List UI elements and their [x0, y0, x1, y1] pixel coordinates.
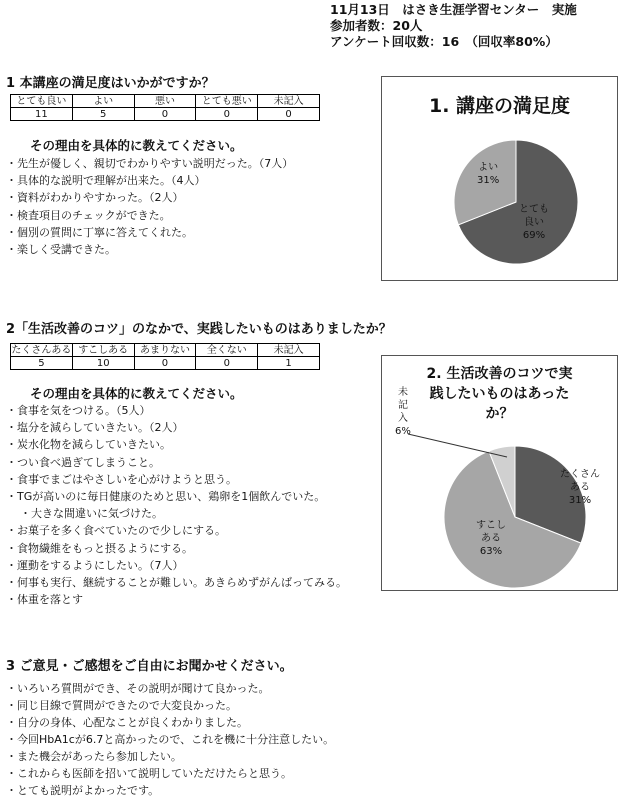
list-item: ・ これからも医師を招いて説明していただけたらと思う。 — [6, 765, 334, 782]
list-item: ・ とても説明がよかったです。 — [6, 782, 334, 799]
chart2-label-takusan — [560, 468, 600, 507]
chart1-label-yoi — [477, 161, 499, 187]
q2-value-row — [11, 357, 320, 370]
list-item: ・ 塩分を減らしていきたい。（2人） — [6, 419, 347, 436]
q1-value-cell: 5 — [72, 108, 134, 121]
list-item: ・ TGが高いのに毎日健康のためと思い、鶏卵を1個飲んでいた。 — [6, 488, 347, 505]
chart2-label-line: 6% — [395, 426, 411, 437]
chart2-label-line: 63% — [479, 546, 503, 557]
list-item-continuation — [6, 505, 347, 522]
chart2-label-line: 31% — [568, 495, 592, 506]
chart2-label-line: 入 — [397, 413, 408, 424]
q2-value-cell: 5 — [11, 357, 73, 370]
chart2-leader-line — [408, 434, 507, 457]
list-item: ・ また機会があったら参加したい。 — [6, 748, 334, 765]
list-item: ・ 資料がわかりやすかった。（2人） — [6, 189, 293, 206]
q2-header-cell: 未記入 — [258, 344, 320, 357]
q2-title: 2「生活改善のコツ」のなかで、実践したいものはありましたか？ — [6, 322, 392, 337]
chart2-label-line: たくさん — [560, 469, 600, 480]
q3-title: 3 ご意見・ご感想をご自由にお聞かせください。 — [6, 659, 293, 674]
list-item: ・ 食事でまごはやさしいを心がけようと思う。 — [6, 471, 347, 488]
q2-value-cell: 0 — [196, 357, 258, 370]
list-item: ・ 個別の質問に丁寧に答えてくれた。 — [6, 224, 293, 241]
q1-title: 1 本講座の満足度はいかがですか？ — [6, 76, 215, 91]
chart2-title-line: か？ — [485, 406, 514, 422]
chart2-title-line: 2. 生活改善のコツで実 — [426, 366, 573, 382]
list-item: ・ お菓子を多く食べていたので少しにする。 — [6, 522, 347, 539]
q3-comment-list — [6, 680, 334, 799]
q1-header-cell: とても良い — [11, 95, 73, 108]
q1-header-cell: とても悪い — [196, 95, 258, 108]
q1-header-row — [11, 95, 320, 108]
q1-value-cell: 0 — [196, 108, 258, 121]
chart2-label-mikinyu — [395, 386, 411, 438]
q2-result-table — [10, 343, 320, 370]
list-item: ・ 食物繊維をもっと摂るようにする。 — [6, 540, 347, 557]
list-item-continuation-text: 大きな間違いに気づけた。 — [31, 507, 163, 521]
list-item: ・ 何事も実行、継続することが難しい。あきらめずがんばってみる。 — [6, 574, 347, 591]
q2-value-cell: 10 — [72, 357, 134, 370]
chart2-label-line: すこし — [476, 520, 506, 531]
q2-value-cell: 1 — [258, 357, 320, 370]
q2-reason-title: その理由を具体的に教えてください。 — [30, 386, 243, 401]
q1-reason-list — [6, 155, 293, 258]
list-item: ・ 先生が優しく、親切でわかりやすい説明だった。（7人） — [6, 155, 293, 172]
chart1-pie — [382, 77, 619, 282]
chart2-label-line: 未 — [397, 387, 408, 398]
chart1-title: 1. 講座の満足度 — [428, 95, 571, 117]
list-item: ・ 同じ目線で質問ができたので大変良かった。 — [6, 697, 334, 714]
chart1-label-line: 良い — [524, 217, 544, 228]
list-item: ・ 食事を気をつける。（5人） — [6, 402, 347, 419]
q2-reason-list — [6, 402, 347, 608]
list-item: ・ つい食べ過ぎてしまうこと。 — [6, 454, 347, 471]
header-participants: 参加者数：20人 — [330, 18, 423, 33]
q1-result-table — [10, 94, 320, 121]
chart1-label-line: 31% — [477, 175, 500, 186]
chart1-label-line: よい — [478, 162, 499, 173]
chart1-label-totemo-yoi — [519, 203, 549, 242]
chart2-title-line: 践したいものはあった — [429, 386, 570, 402]
list-item: ・ 炭水化物を減らしていきたい。 — [6, 436, 347, 453]
list-item: ・ 今回HbA1cが6.7と高かったので、これを機に十分注意したい。 — [6, 731, 334, 748]
chart2-label-line: ある — [481, 533, 501, 544]
chart2-label-line: 記 — [397, 400, 408, 411]
q1-value-cell: 0 — [134, 108, 196, 121]
q2-header-cell: たくさんある — [11, 344, 72, 356]
survey-header — [330, 2, 577, 50]
q2-value-cell: 0 — [134, 357, 196, 370]
list-item: ・ 楽しく受講できた。 — [6, 241, 293, 258]
q1-header-cell: よい — [72, 95, 134, 108]
list-item: ・ 具体的な説明で理解が出来た。（4人） — [6, 172, 293, 189]
header-date-venue: 11月13日 はさき生涯学習センター 実施 — [330, 2, 577, 17]
q1-value-cell: 0 — [258, 108, 320, 121]
q1-reason-title: その理由を具体的に教えてください。 — [30, 138, 243, 153]
list-item: ・ 体重を落とす — [6, 591, 347, 608]
header-response-count: アンケート回収数：16 （回収率80%） — [330, 34, 558, 49]
chart1-label-line: とても — [519, 204, 549, 215]
q2-header-cell: すこしある — [72, 344, 134, 357]
list-item: ・ いろいろ質問ができ、その説明が聞けて良かった。 — [6, 680, 334, 697]
q1-value-cell: 11 — [11, 108, 73, 121]
list-item: ・ 運動をするようにしたい。（7人） — [6, 557, 347, 574]
q2-header-cell: 全くない — [196, 344, 258, 357]
chart1-label-line: 69% — [522, 230, 546, 241]
q1-value-row — [11, 108, 320, 121]
list-item: ・ 検査項目のチェックができた。 — [6, 207, 293, 224]
list-item: ・ 自分の身体、心配なことが良くわかりました。 — [6, 714, 334, 731]
q2-header-row — [11, 344, 320, 357]
chart2-label-sukoshi — [476, 519, 506, 558]
chart2-label-line: ある — [570, 482, 590, 493]
q2-header-cell: あまりない — [134, 344, 196, 357]
q1-header-cell: 未記入 — [258, 95, 320, 108]
chart1-box — [381, 76, 618, 281]
q1-header-cell: 悪い — [134, 95, 196, 108]
chart2-box — [381, 355, 618, 591]
